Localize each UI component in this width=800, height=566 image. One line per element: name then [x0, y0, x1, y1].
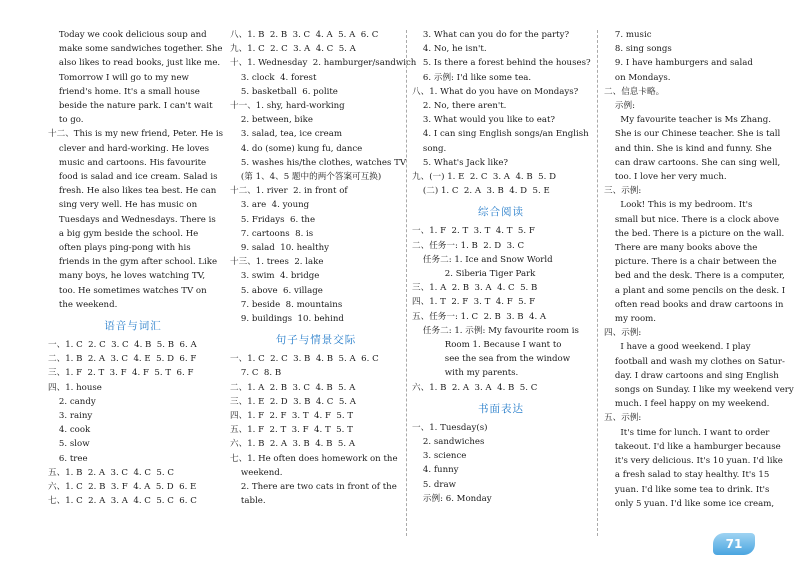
answer-line: Room 1. Because I want to [412, 340, 562, 351]
answer-line: 5. above 6. village [230, 285, 323, 296]
answer-line: 2. No, there aren't. [412, 101, 507, 112]
answer-line: day. I draw cartoons and sing English [604, 370, 779, 381]
answer-line: the bed. There is a picture on the wall. [604, 228, 785, 239]
answer-line: I have a good weekend. I play [604, 342, 751, 353]
answer-line: 2. candy [48, 396, 96, 407]
answer-line: 八、1. What do you have on Mondays? [412, 86, 579, 97]
text-line: to go. [48, 115, 84, 126]
answer-line: 7. C 8. B [230, 368, 282, 379]
text-line: 十二、This is my new friend, Peter. He is [48, 129, 224, 140]
answer-line: picture. There is a chair between the [604, 257, 777, 268]
text-line: often plays ping-pong with his [48, 243, 191, 254]
answer-line: 四、1. house [48, 382, 102, 393]
answer-line: 三、1. F 2. T 3. F 4. F 5. T 6. F [48, 368, 194, 379]
answer-line: bed and the desk. There is a computer, [604, 271, 785, 282]
text-line: make some sandwiches together. She [48, 44, 223, 55]
page-number-badge: 71 [713, 533, 755, 555]
answer-line: 4. funny [412, 465, 459, 476]
answer-line: on Mondays. [604, 72, 671, 83]
section-title: 综合阅读 [478, 206, 524, 219]
answer-line: and thin. She is kind and funny. She [604, 143, 772, 154]
column-1 [48, 28, 224, 509]
text-line: a big gym beside the school. He [48, 228, 199, 239]
answer-line: 六、1. C 2. B 3. F 4. A 5. D 6. E [48, 482, 197, 493]
answer-line: 四、示例: [604, 328, 642, 339]
answer-line: She is our Chinese teacher. She is tall [604, 129, 781, 140]
answer-line: 示例: [604, 101, 636, 112]
answer-line: 三、1. A 2. B 3. A 4. C 5. B [412, 283, 538, 294]
section-title: 句子与情景交际 [275, 334, 357, 347]
answer-line: 4. I can sing English songs/an English [412, 129, 589, 140]
answer-line: 十、1. Wednesday 2. hamburger/sandwich [230, 58, 417, 69]
answer-line: too. I love her very much. [604, 172, 727, 183]
answer-line: It's time for lunch. I want to order [604, 427, 770, 438]
answer-line: 3. are 4. young [230, 200, 310, 211]
text-line: clever and hard-working. He loves [48, 143, 210, 154]
answer-line: 二、信息卡略。 [604, 86, 665, 97]
answer-line: There are many books above the [604, 243, 758, 254]
answer-line: 四、1. T 2. F 3. T 4. F 5. F [412, 297, 536, 308]
column-4 [604, 28, 794, 511]
answer-line: 3. What can you do for the party? [412, 30, 570, 40]
answer-line: 5. Fridays 6. the [230, 214, 316, 225]
answer-line: 9. I have hamburgers and salad [604, 58, 753, 69]
answer-line: 3. science [412, 451, 467, 462]
text-line: beside the nature park. I can't wait [48, 101, 213, 112]
answer-line: 四、1. F 2. F 3. T 4. F 5. T [230, 411, 354, 422]
text-line: fresh. He also likes tea best. He can [48, 186, 217, 197]
text-line: many boys, he loves watching TV, [48, 271, 206, 282]
answer-line: 一、1. F 2. T 3. T 4. T 5. F [412, 226, 535, 237]
answer-line: 5. washes his/the clothes, watches TV [230, 157, 407, 168]
answer-line: a fresh salad to stay healthy. It's 15 [604, 470, 770, 481]
answer-line: a plant and some pencils on the desk. I [604, 285, 786, 296]
text-line: Tuesdays and Wednesdays. There is [48, 214, 216, 225]
answer-line: My favourite teacher is Ms Zhang. [604, 115, 771, 126]
answer-line: can draw cartoons. She can sing well, [604, 157, 781, 168]
section-title: 书面表达 [478, 402, 524, 415]
text-line: friends in the gym after school. Like [48, 257, 218, 268]
answer-line: only 5 yuan. I'd like some ice cream, [604, 498, 775, 509]
answer-block [412, 28, 590, 198]
answer-line: 五、1. F 2. T 3. F 4. T 5. T [230, 425, 353, 436]
answer-line: 一、1. Tuesday(s) [412, 422, 488, 433]
answer-line: 任务二: 1. 示例: My favourite room is [412, 325, 579, 336]
answer-block [230, 28, 417, 326]
answer-line: 十二、1. river 2. in front of [230, 186, 348, 197]
column-divider [597, 30, 598, 536]
answer-line: 九、(一) 1. E 2. C 3. A 4. B 5. D [412, 172, 556, 183]
answer-line: 一、1. C 2. C 3. B 4. B 5. A 6. C [230, 354, 379, 365]
text-line: too. He sometimes watches TV on [48, 285, 207, 296]
answer-line: 4. No, he isn't. [412, 44, 487, 55]
column-3 [412, 28, 590, 506]
answer-line: song. [412, 143, 447, 154]
answer-line: 五、示例: [604, 413, 642, 424]
answer-line: 4. cook [48, 425, 91, 436]
answer-line: 6. 示例: I'd like some tea. [412, 72, 532, 83]
text-line: sing very well. He has music on [48, 200, 198, 211]
answer-line: 六、1. B 2. A 3. B 4. B 5. A [230, 439, 356, 450]
answer-line: 8. sing songs [604, 44, 672, 55]
answer-line: 5. What's Jack like? [412, 157, 509, 168]
answer-line: 三、1. E 2. D 3. B 4. C 5. A [230, 396, 356, 407]
answer-line: 七、1. C 2. A 3. A 4. C 5. C 6. C [48, 496, 197, 507]
answer-line: 2. between, bike [230, 115, 313, 126]
answer-line: 八、1. B 2. B 3. C 4. A 5. A 6. C [230, 30, 379, 40]
column-2 [230, 28, 417, 509]
answer-line: 示例: 6. Monday [412, 493, 492, 504]
answer-line: 二、1. B 2. A 3. C 4. E 5. D 6. F [48, 354, 197, 365]
text-line: food is salad and ice cream. Salad is [48, 172, 218, 183]
answer-line: 3. salad, tea, ice cream [230, 129, 343, 140]
answer-line: 3. swim 4. bridge [230, 271, 320, 282]
answer-line: much. I feel happy on my weekend. [604, 399, 770, 410]
answer-block [412, 224, 590, 394]
answer-line: 2. sandwiches [412, 437, 485, 448]
text-line: Tomorrow I will go to my new [48, 72, 189, 83]
answer-line: 6. tree [48, 453, 88, 464]
answer-block [230, 352, 402, 508]
column-divider [406, 30, 407, 536]
passage-block [48, 28, 224, 312]
answer-line: 5. basketball 6. polite [230, 86, 338, 97]
answer-line: 5. Is there a forest behind the houses? [412, 58, 591, 69]
answer-line: takeout. I'd like a hamburger because [604, 441, 781, 452]
answer-line: 3. clock 4. forest [230, 72, 317, 83]
answer-line: 2. There are two cats in front of the [230, 482, 397, 493]
answer-line: 七、1. He often does homework on the [230, 453, 398, 464]
answer-line: 五、任务一: 1. C 2. B 3. B 4. A [412, 311, 547, 322]
answer-line: with my parents. [412, 368, 519, 379]
answer-line: Look! This is my bedroom. It's [604, 200, 753, 211]
answer-line: football and wash my clothes on Satur- [604, 356, 785, 367]
answer-line: 3. rainy [48, 411, 93, 422]
answer-line: 7. beside 8. mountains [230, 299, 343, 310]
text-line: friend's home. It's a small house [48, 86, 200, 97]
answer-line: small but nice. There is a clock above [604, 214, 779, 225]
answer-line: 十三、1. trees 2. lake [230, 257, 324, 268]
answer-line: 7. music [604, 30, 652, 40]
answer-line: 任务二: 1. Ice and Snow World [412, 254, 553, 265]
answer-line: often read books and draw cartoons in [604, 299, 784, 310]
answer-line: it's very delicious. It's 10 yuan. I'd like [604, 456, 783, 467]
answer-line: 5. draw [412, 479, 456, 490]
answer-line: 九、1. C 2. C 3. A 4. C 5. A [230, 44, 356, 55]
answer-line: 十一、1. shy, hard-working [230, 101, 345, 112]
text-line: also likes to read books, just like me. [48, 58, 221, 69]
answer-line: 4. do (some) kung fu, dance [230, 143, 363, 154]
answer-line: yuan. I'd like some tea to drink. It's [604, 484, 770, 495]
answer-line: 五、1. B 2. A 3. C 4. C 5. C [48, 467, 174, 478]
text-line: the weekend. [48, 299, 118, 310]
answer-line: 7. cartoons 8. is [230, 228, 314, 239]
answer-line: 一、1. C 2. C 3. C 4. B 5. B 6. A [48, 340, 197, 351]
answer-line: 三、示例: [604, 186, 642, 197]
answer-block [412, 421, 590, 506]
answer-line: 9. buildings 10. behind [230, 314, 344, 325]
answer-line: (第 1、4、5 题中的两个答案可互换) [230, 172, 382, 183]
answer-line: table. [230, 496, 266, 507]
answer-line: weekend. [230, 467, 283, 478]
text-line: music and cartoons. His favourite [48, 157, 207, 168]
answer-line: 2. Siberia Tiger Park [412, 269, 536, 280]
section-title: 语音与词汇 [104, 320, 162, 333]
answer-line: my room. [604, 314, 656, 325]
answer-line: 9. salad 10. healthy [230, 243, 329, 254]
answer-line: (二) 1. C 2. A 3. B 4. D 5. E [412, 186, 550, 197]
answer-line: 二、任务一: 1. B 2. D 3. C [412, 240, 525, 251]
answer-line: 5. slow [48, 439, 90, 450]
answer-line: 3. What would you like to eat? [412, 115, 556, 126]
answer-line: 二、1. A 2. B 3. C 4. B 5. A [230, 382, 356, 393]
answer-line: see the sea from the window [412, 354, 571, 365]
answer-block [48, 338, 218, 508]
answer-line: 六、1. B 2. A 3. A 4. B 5. C [412, 382, 538, 393]
answer-line: songs on Sunday. I like my weekend very [604, 385, 794, 396]
text-line: Today we cook delicious soup and [48, 30, 207, 40]
